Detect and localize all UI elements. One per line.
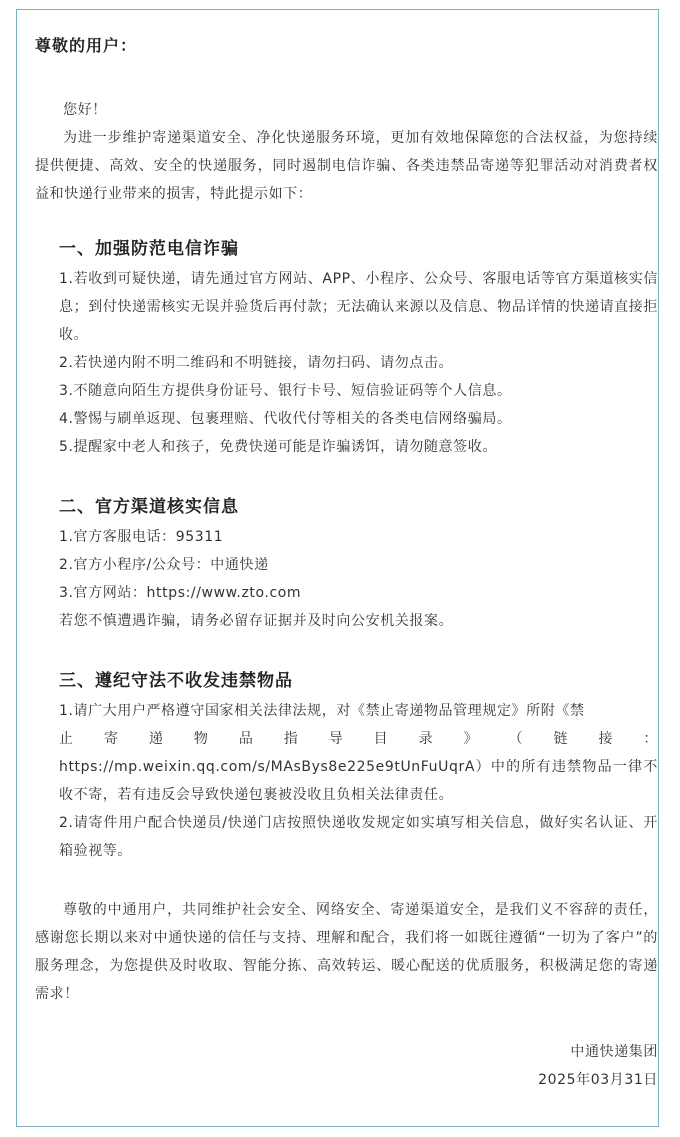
intro-hello: 您好！ bbox=[63, 102, 107, 118]
signature-date: 2025年03月31日 bbox=[538, 1072, 658, 1088]
section3-list bbox=[35, 697, 658, 865]
section2-item: 1.官方客服电话：95311 bbox=[59, 529, 224, 545]
section1-title: 一、加强防范电信诈骗 bbox=[59, 239, 239, 259]
intro-block bbox=[35, 96, 658, 208]
section3-title: 三、遵纪守法不收发违禁物品 bbox=[59, 671, 293, 691]
section2-list bbox=[35, 523, 658, 635]
section1-item: 1.若收到可疑快递，请先通过官方网站、APP、小程序、公众号、客服电话等官方渠道核实信息；到付快递需核实无误并验货后再付款；无法确认来源以及信息、物品详情的快递请直接拒收。 bbox=[59, 271, 658, 343]
section3-item-1 bbox=[35, 697, 658, 809]
salutation: 尊敬的用户： bbox=[35, 36, 138, 55]
section2-item: 2.官方小程序/公众号：中通快递 bbox=[59, 557, 269, 573]
section1-item: 3.不随意向陌生方提供身份证号、银行卡号、短信验证码等个人信息。 bbox=[59, 383, 512, 399]
intro-body: 为进一步维护寄递渠道安全、净化快递服务环境，更加有效地保障您的合法权益，为您持续提供便捷、高效、安全的快递服务，同时遏制电信诈骗、各类违禁品寄递等犯罪活动对消费者权益和快递行业带来的损害，特此提示如下： bbox=[35, 130, 658, 202]
section2-title: 二、官方渠道核实信息 bbox=[59, 497, 239, 517]
closing-body: 尊敬的中通用户，共同维护社会安全、网络安全、寄递渠道安全，是我们义不容辞的责任，感谢您长期以来对中通快递的信任与支持、理解和配合，我们将一如既往遵循“一切为了客户”的服务理念，为您提供及时收取、智能分拣、高效转运、暖心配送的优质服务，积极满足您的寄递需求！ bbox=[35, 902, 658, 1002]
section1-item: 5.提醒家中老人和孩子，免费快递可能是诈骗诱饵，请勿随意签收。 bbox=[59, 439, 497, 455]
signature-company: 中通快递集团 bbox=[570, 1044, 658, 1060]
section2-item: 3.官方网站：https://www.zto.com bbox=[59, 585, 302, 601]
closing-block bbox=[35, 896, 658, 1008]
section3-item-2: 2.请寄件用户配合快递员/快递门店按照快递收发规定如实填写相关信息，做好实名认证、开箱验视等。 bbox=[59, 815, 658, 859]
section1-list bbox=[35, 265, 658, 461]
section3-item-1-line1: 1.请广大用户严格遵守国家相关法律法规，对《禁止寄递物品管理规定》所附《禁 bbox=[59, 703, 585, 719]
section1-item: 4.警惕与刷单返现、包裹理赔、代收代付等相关的各类电信网络骗局。 bbox=[59, 411, 512, 427]
section1-item: 2.若快递内附不明二维码和不明链接，请勿扫码、请勿点击。 bbox=[59, 355, 454, 371]
section3-item-1-rest: https://mp.weixin.qq.com/s/MAsBys8e225e9tUnFuUqrA）中的所有违禁物品一律不收不寄，若有违反会导致快递包裹被没收且负相关法律责任。 bbox=[59, 759, 658, 803]
section3-item-1-spread: 止 寄 递 物 品 指 导 目 录 》 （ 链 接 ： bbox=[59, 731, 658, 747]
section2-note: 若您不慎遭遇诈骗，请务必留存证据并及时向公安机关报案。 bbox=[59, 613, 454, 629]
notice-frame bbox=[16, 9, 659, 1127]
